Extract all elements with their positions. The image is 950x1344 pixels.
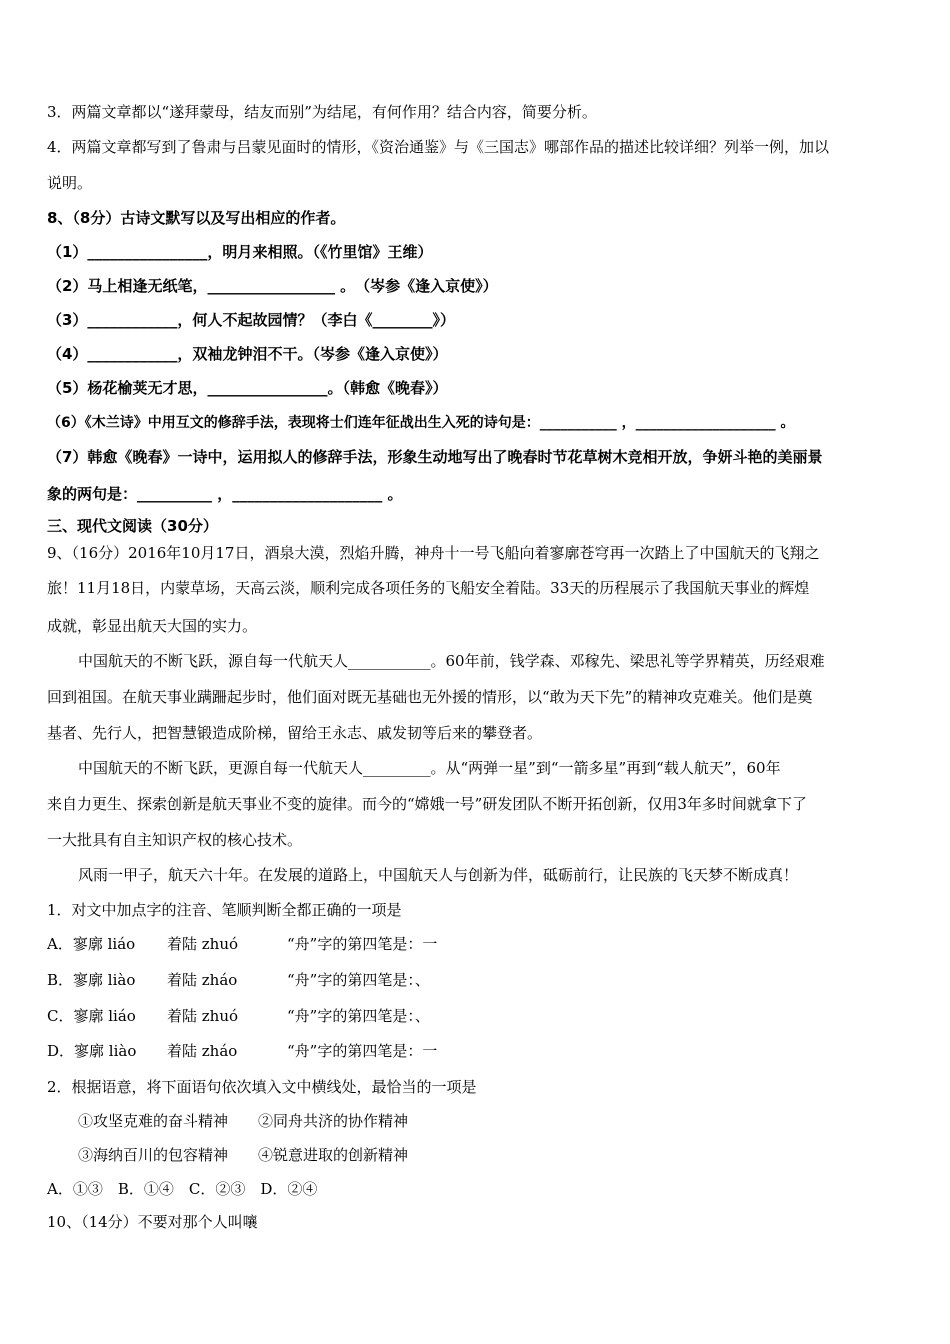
option-b-stroke: “舟”字的第四笔是：、 — [287, 971, 430, 989]
q9-sub-2: 2．根据语意，将下面语句依次填入文中横线处，最恰当的一项是 — [47, 1078, 477, 1096]
option-d-stroke: “舟”字的第四笔是：一 — [287, 1042, 438, 1060]
q8-item-1: （1）________________，明月来相照。（《竹里馆》王维） — [47, 243, 433, 261]
q8-item-2: （2）马上相逢无纸笔，_________________ 。 （岑参《逢入京使》） — [47, 277, 498, 295]
section-heading: 三、现代文阅读（30分） — [47, 517, 218, 535]
q9-sub-2-items-b: ③海纳百川的包容精神 ④锐意进取的创新精神 — [78, 1146, 409, 1164]
option-a-word2: 着陆 zhuó — [167, 935, 239, 953]
option-b-word: B．寥廓 liào — [47, 971, 136, 989]
q9-para-2b: 回到祖国。在航天事业蹒跚起步时，他们面对既无基础也无外援的情形，以“敢为天下先”的精神攻克难关。他们是奠 — [47, 688, 813, 706]
q9-para-3: 中国航天的不断飞跃，更源自每一代航天人_________。从“两弹一星”到“一箭多星”再到“载人航天”，60年 — [78, 759, 781, 777]
question-4: 4．两篇文章都写到了鲁肃与吕蒙见面时的情形，《资治通鉴》与《三国志》哪部作品的描述比较详细？列举一例，加以 — [47, 138, 830, 156]
option-d — [47, 1041, 437, 1061]
q9-para-2c: 基者、先行人，把智慧锻造成阶梯，留给王永志、戚发韧等后来的攀登者。 — [47, 724, 543, 742]
q9-para-1c: 成就，彰显出航天大国的实力。 — [47, 617, 258, 635]
q8-item-3: （3）____________，何人不起故园情？（李白《________》） — [47, 311, 455, 329]
question-3: 3．两篇文章都以“遂拜蒙母，结友而别”为结尾，有何作用？结合内容，简要分析。 — [47, 103, 597, 121]
q8-item-7-cont: 象的两句是：__________ ，____________________ 。 — [47, 485, 403, 503]
option-c — [47, 1006, 430, 1026]
q9-sub-2-choices: A．①③ B．①④ C．②③ D．②④ — [47, 1180, 318, 1198]
q8-item-7: （7）韩愈《晚春》一诗中，运用拟人的修辞手法，形象生动地写出了晚春时节花草树木竞相开放，争妍斗艳的美丽景 — [47, 448, 823, 466]
question-4-cont: 说明。 — [47, 174, 93, 192]
q8-item-6: （6）《木兰诗》中用互文的修辞手法，表现将士们连年征战出生入死的诗句是：___________ ，____________________ 。 — [47, 415, 795, 431]
option-c-stroke: “舟”字的第四笔是：、 — [287, 1007, 430, 1025]
option-d-word2: 着陆 zháo — [167, 1042, 238, 1060]
option-a — [47, 934, 437, 954]
option-d-word: D．寥廓 liào — [47, 1042, 137, 1060]
q9-para-3b: 来自力更生、探索创新是航天事业不变的旋律。而今的“嫦娥一号”研发团队不断开拓创新，仅用3年多时间就拿下了 — [47, 795, 807, 813]
q10-title: 10、（14分）不要对那个人叫嚷 — [47, 1213, 258, 1231]
q9-para-4: 风雨一甲子，航天六十年。在发展的道路上，中国航天人与创新为伴，砥砺前行，让民族的飞天梦不断成真！ — [78, 866, 799, 884]
option-b-word2: 着陆 zháo — [167, 971, 238, 989]
q8-item-4: （4）____________，双袖龙钟泪不干。（岑参《逢入京使》） — [47, 345, 448, 363]
option-a-stroke: “舟”字的第四笔是：一 — [287, 935, 438, 953]
q9-sub-2-items-a: ①攻坚克难的奋斗精神 ②同舟共济的协作精神 — [78, 1112, 409, 1130]
option-c-word2: 着陆 zhuó — [167, 1007, 239, 1025]
q8-title: 8、（8分）古诗文默写以及写出相应的作者。 — [47, 209, 346, 227]
option-c-word: C．寥廓 liáo — [47, 1007, 136, 1025]
q8-item-5: （5）杨花榆荚无才思，________________。（韩愈《晚春》） — [47, 379, 448, 397]
q9-para-3c: 一大批具有自主知识产权的核心技术。 — [47, 831, 303, 849]
q9-para-1: 9、（16分）2016年10月17日，酒泉大漠，烈焰升腾，神舟十一号飞船向着寥廓苍穹再一次踏上了中国航天的飞翔之 — [47, 544, 820, 562]
option-a-word: A．寥廓 liáo — [47, 935, 136, 953]
q9-para-2: 中国航天的不断飞跃，源自每一代航天人___________。60年前，钱学森、邓稼先、梁思礼等学界精英，历经艰难 — [78, 652, 825, 670]
q9-para-1b: 旅！11月18日，内蒙草场，天高云淡，顺利完成各项任务的飞船安全着陆。33天的历程展示了我国航天事业的辉煌 — [47, 579, 810, 597]
option-b — [47, 970, 430, 990]
q9-sub-1: 1．对文中加点字的注音、笔顺判断全都正确的一项是 — [47, 901, 402, 919]
